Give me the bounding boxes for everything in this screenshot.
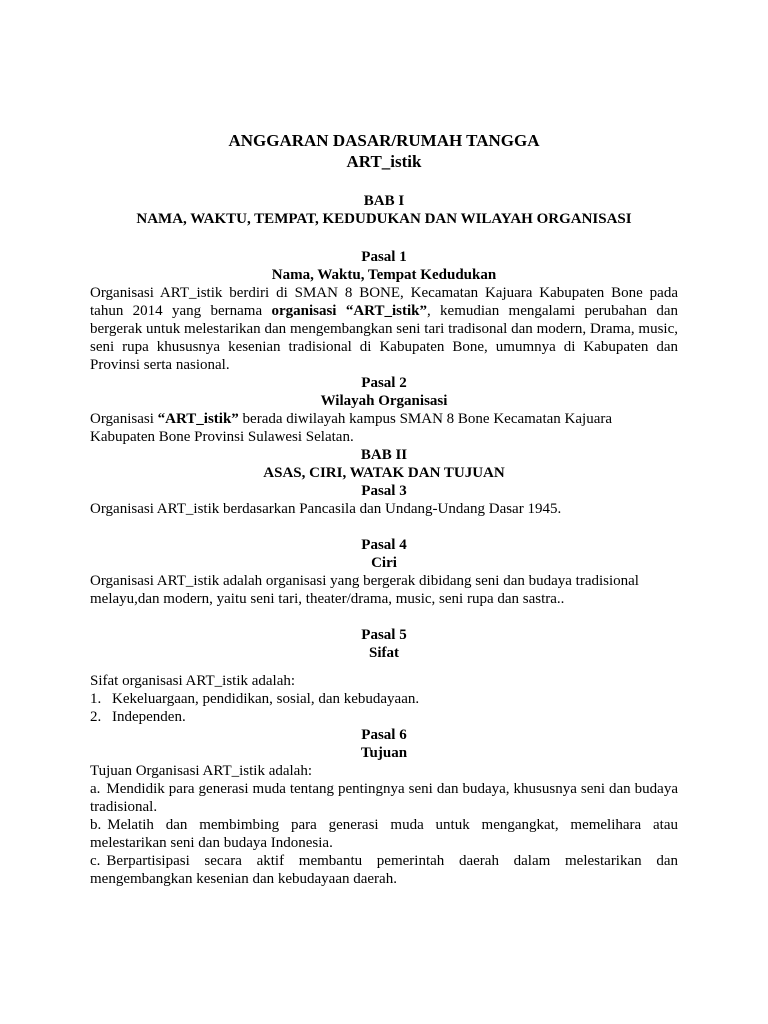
list-text: Mendidik para generasi muda tentang pentingnya seni dan budaya, khususnya seni dan budaya tradisional. [90,781,678,815]
list-text: Kekeluargaan, pendidikan, sosial, dan kebudayaan. [112,691,420,707]
list-text: Independen. [112,709,186,725]
pasal5-intro: Sifat organisasi ART_istik adalah: [90,673,296,689]
pasal1-title: Nama, Waktu, Tempat Kedudukan [271,267,497,283]
pasal1-text-bold: organisasi “ART_istik” [271,303,427,319]
list-marker: a. [90,781,101,797]
list-item [90,780,678,816]
list-item [90,708,678,726]
list-item [90,816,678,852]
pasal2-paragraph [90,410,678,446]
pasal6-intro: Tujuan Organisasi ART_istik adalah: [90,763,313,779]
pasal4-paragraph: Organisasi ART_istik adalah organisasi yang bergerak dibidang seni dan budaya tradisional melayu,dan modern, yaitu seni tari, theater/drama, music, seni rupa dan sastra.. [90,573,639,607]
list-marker: b. [90,817,102,833]
pasal5-list [90,690,678,726]
pasal1-paragraph [90,284,678,374]
pasal2-text-b: berada diwilayah kampus SMAN 8 Bone Kecamatan Kajuara Kabupaten Bone Provinsi Sulawesi Selatan. [90,411,613,445]
pasal6-title: Tujuan [360,745,408,761]
list-marker: 1. [90,691,102,707]
document-content [90,130,678,888]
pasal2-text-a: Organisasi [90,411,158,427]
document-subtitle: ART_istik [346,152,422,171]
list-item [90,852,678,888]
pasal2-text-bold: “ART_istik” [157,411,239,427]
bab2-title: ASAS, CIRI, WATAK DAN TUJUAN [263,465,505,481]
pasal2-label: Pasal 2 [361,375,407,391]
bab1-label: BAB I [363,193,405,209]
pasal3-label: Pasal 3 [361,483,407,499]
pasal6-list [90,762,678,888]
pasal6-label: Pasal 6 [361,727,407,743]
bab2-label: BAB II [360,447,408,463]
list-item [90,690,678,708]
pasal5-label: Pasal 5 [361,627,407,643]
pasal5-title: Sifat [369,645,399,661]
list-text: Melatih dan membimbing para generasi muda untuk mengangkat, memelihara atau melestarikan seni dan budaya Indonesia. [90,817,678,851]
pasal3-paragraph: Organisasi ART_istik berdasarkan Pancasila dan Undang-Undang Dasar 1945. [90,501,562,517]
list-marker: c. [90,853,101,869]
document-title: ANGGARAN DASAR/RUMAH TANGGA [228,131,540,150]
bab1-title: NAMA, WAKTU, TEMPAT, KEDUDUKAN DAN WILAYAH ORGANISASI [136,211,632,227]
pasal1-label: Pasal 1 [361,249,407,265]
pasal4-label: Pasal 4 [361,537,407,553]
pasal1-text-b: , kemudian mengalami perubahan dan bergerak untuk melestarikan dan mengembangkan seni tari tradisonal dan modern, Drama, music, seni rupa khususnya kesenian tradisional di Kabupaten Bone, umumnya di Kabupaten dan Provinsi serta nasional. [90,303,678,373]
pasal4-title: Ciri [371,555,397,571]
pasal1-text-a: Organisasi ART_istik berdiri di SMAN 8 BONE, Kecamatan Kajuara Kabupaten Bone pada tahun 2014 yang bernama [90,285,678,319]
pasal2-title: Wilayah Organisasi [320,393,448,409]
list-marker: 2. [90,709,102,725]
list-text: Berpartisipasi secara aktif membantu pemerintah daerah dalam melestarikan dan mengembangkan kesenian dan kebudayaan daerah. [90,853,678,887]
